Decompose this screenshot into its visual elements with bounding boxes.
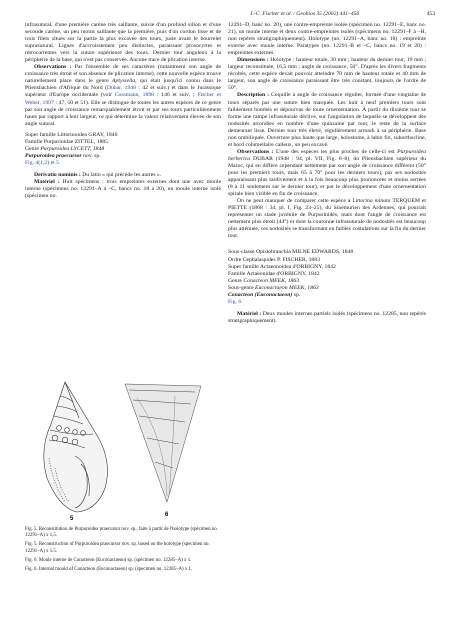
comparison-paragraph: On ne peut manquer de comparer cette espèce à Littorina minuta TERQUEM et PIETTE (1868 : 34, pl. I, Fig. 23–25), du Sinémurien des Ardennes, qui pourrait représenter un stade juvénile de Purpurinidés, mais dont l'angle de croissance est nettement plus étroit (44°) et dont la couronne infrasuturale de nodosités est beaucoup plus atténuée, ces nodosités se transformant en faibles costulations sur la fin du dernier tour. <box>228 198 427 240</box>
figure-reference[interactable]: Fig. 4(1,2) et 5 <box>25 159 59 166</box>
figure-5-label: 5 <box>70 516 74 522</box>
left-taxonomy-block <box>25 132 221 167</box>
figure-captions <box>25 527 221 576</box>
journal-citation: J.-C. Fischer et al. / Geobios 35 (2002) 441–456 <box>250 11 360 17</box>
left-column <box>25 22 221 200</box>
right-taxonomy-block <box>228 249 426 305</box>
caption-fig5-fr: Fig. 5. Reconstitution de Purpuroidea praecursor nov. sp., faite à partir de l'holotype (spécimen no. 12291–A) x 1,5. <box>25 527 218 539</box>
caption-fig6-en: Fig. 6. Internal mould of Conacteon (Euconactaeon) sp. (specimen no. 12285–A) x 1. <box>25 567 193 573</box>
taxon-genus: Genre Conacteon MEEK, 1863 <box>228 277 300 284</box>
taxon-subclass: Sous-classe Opistobranchia MILNE EDWARDS, 1848 <box>228 249 354 256</box>
taxon-superfamily: Super famille Littorinoidea GRAY, 1840 <box>25 131 118 138</box>
reference-link-dubar[interactable]: Dubar, 1948 <box>106 85 136 92</box>
figure-reference[interactable]: Fig. 6 <box>228 298 242 305</box>
taxon-species: Conacteon (Euconactaeon) sp. <box>228 291 301 298</box>
page-number: 453 <box>426 11 435 17</box>
figure-illustrations <box>25 378 221 523</box>
dimensions: Dimensions : Holotype : hauteur totale, 30 mm ; hauteur du dernier tour, 19 mm ; largeur reconstituée, 16,5 mm ; angle de croissance, 50°. D'après les divers fragments récoltés, cette espèce devait pouvoir atteindre 70 mm de hauteur totale et 40 mm de largeur, son angle de croissance paraissant être très constant, toujours de l'ordre de 50°. <box>228 57 426 92</box>
taxon-order: Ordre Cephalaspides P. FISCHER, 1883 <box>228 256 320 263</box>
derivatio-nominis: Derivatio nominis : Du latin « qui précède les autres ». <box>34 171 162 178</box>
taxon-species: Purpuroidea praecursor nov. sp. <box>25 152 101 159</box>
caption-fig5-en: Fig. 5. Reconstruction of Purpuroidea praecursor nov. sp. based on the holotype (specimen no. 12291–A) x 1.5. <box>25 542 210 554</box>
taxon-superfamily: Super famille Actaeonoidea d'ORBIGNY, 1842 <box>228 263 336 270</box>
taxon-family: Famille Purpurinidae ZITTEL, 1885 <box>25 138 109 145</box>
taxon-subgenus: Sous-genre Euconactaeon MEEK, 1863 <box>228 284 319 291</box>
taxon-family: Famille Actaeonidae d'ORBIGNY, 1842 <box>228 270 320 277</box>
left-observations: Observations : Par l'ensemble de ses caractères (notamment son angle de croissance très étroit et son absence de plication interne), cette nouvelle espèce trouve naturellement place dans le genre Aptyxiella, qui était jusqu'ici connu dans le Pliensbachien d'Afrique du Nord (Dubar, 1948 : 42 et suiv.) et dans le Jurassique supérieur d'Europe occidentale (voir Cossmann, 1898 : 146 et suiv. ; Fischer et Weber, 1997 : 47, 50 et 51). Elle se distingue de toutes les autres espèces de ce genre par son angle de croissance remarquablement étroit et par ses tours particulièrement hauts par rapport à leur largeur, ce qui détermine la valeur relativement élevée de son angle sutural. <box>25 64 222 127</box>
reference-link-fischer-weber[interactable]: Fischer et Weber, 1997 <box>25 92 221 106</box>
right-paragraph-1: 12291–D, banc no. 20), une contre-empreinte isolée (spécimen no. 12291–E, banc no. 21), un moule interne et deux contre-empreintes isolés (spécimens no. 12291–F à –H, non repérés stratigraphiquement). Holotype (no. 12291–A, banc no. 18) : empreinte externe avec moule interne. Paratypes (no. 12291–B et –C, bancs no. 19 et 20) : empreintes externes. <box>228 22 426 57</box>
figure-6-label: 6 <box>165 512 169 518</box>
right-column <box>228 22 426 325</box>
figures-area <box>25 378 221 523</box>
figure-6-mould-drawing <box>125 384 201 502</box>
description: Description : Coquille à angle de croissance régulier, formée d'une vingtaine de tours séparés par une suture bien marquée. Les huit à neuf premiers tours sont faiblement bombés et dépourvus de toute ornementation. À partir du dixième tour se forme une rampe infrasuturale déclive, sur l'angulation de laquelle se développent des nodosités arrondies en nombre d'une quinzaine par tour, le reste de la surface demeurant lisse. Dernier tour très élevé, régulièrement arrondi à sa périphérie. Base non ombiliquée. Ouverture plus haute que large, holostome, à labre fin, suborthocline, et bord columellaire calleux, un peu excavé. <box>228 92 427 148</box>
left-material: Matériel : Huit spécimens : trois empreintes externes dont une avec moule interne (spécimens no. 12291–A à –C, bancs no. 18 a 20), un moule interne isolé (spécimen no. <box>25 178 222 200</box>
right-material: Matériel : Deux moules internes partiels isolés (spécimens no. 12285, non repérés stratigraphiquement). <box>228 310 427 324</box>
reference-link-cossmann[interactable]: Cossmann, 1898 <box>114 92 155 99</box>
taxon-genus: Genre Purpuroidea LYCETT, 1848 <box>25 145 105 152</box>
right-observations: Observations : L'une des espèces les plus proches de celle-ci est Purpuroidea berberica DUBAR (1948 : 94, pl. VII, Fig. 6–8), du Pliensbachien supérieur du Maroc, qui en diffère cependant nettement par son angle de croissance différent (50° pour les premiers tours, mais 65 à 70° pour les derniers tours), par ses nodosités apparaissant plus tardivement et à la fois beaucoup plus prononcées et moins serrées (8 à 11 seulement sur le dernier tour), et par le développement d'une ornementation spirale bien visible en fin de croissance. <box>228 148 427 198</box>
caption-fig6-fr: Fig. 6. Moule interne de Conacteon (Euconactaeon) sp. (spécimen no. 12285–A) x 1. <box>25 557 192 563</box>
left-paragraph-1: infrasutural, d'une première carène très saillante, suivie d'un profond sillon et d'une seconde carène, un peu moins saillante que la première, puis d'un cordon lisse et de trois filets situés sur la partie la plus excavée des tours, juste avant le bourrelet suprasutural. Lignes d'accroissement peu distinctes, paraissant prosocyrtes et rétrocurrentes vers la suture supérieure des tours. Dernier tour anguleux à la périphérie de la base, qui n'est pas conservée. Aucune trace de plication interne. <box>25 22 221 64</box>
figure-5-shell-drawing <box>44 382 108 512</box>
running-header <box>250 11 435 21</box>
